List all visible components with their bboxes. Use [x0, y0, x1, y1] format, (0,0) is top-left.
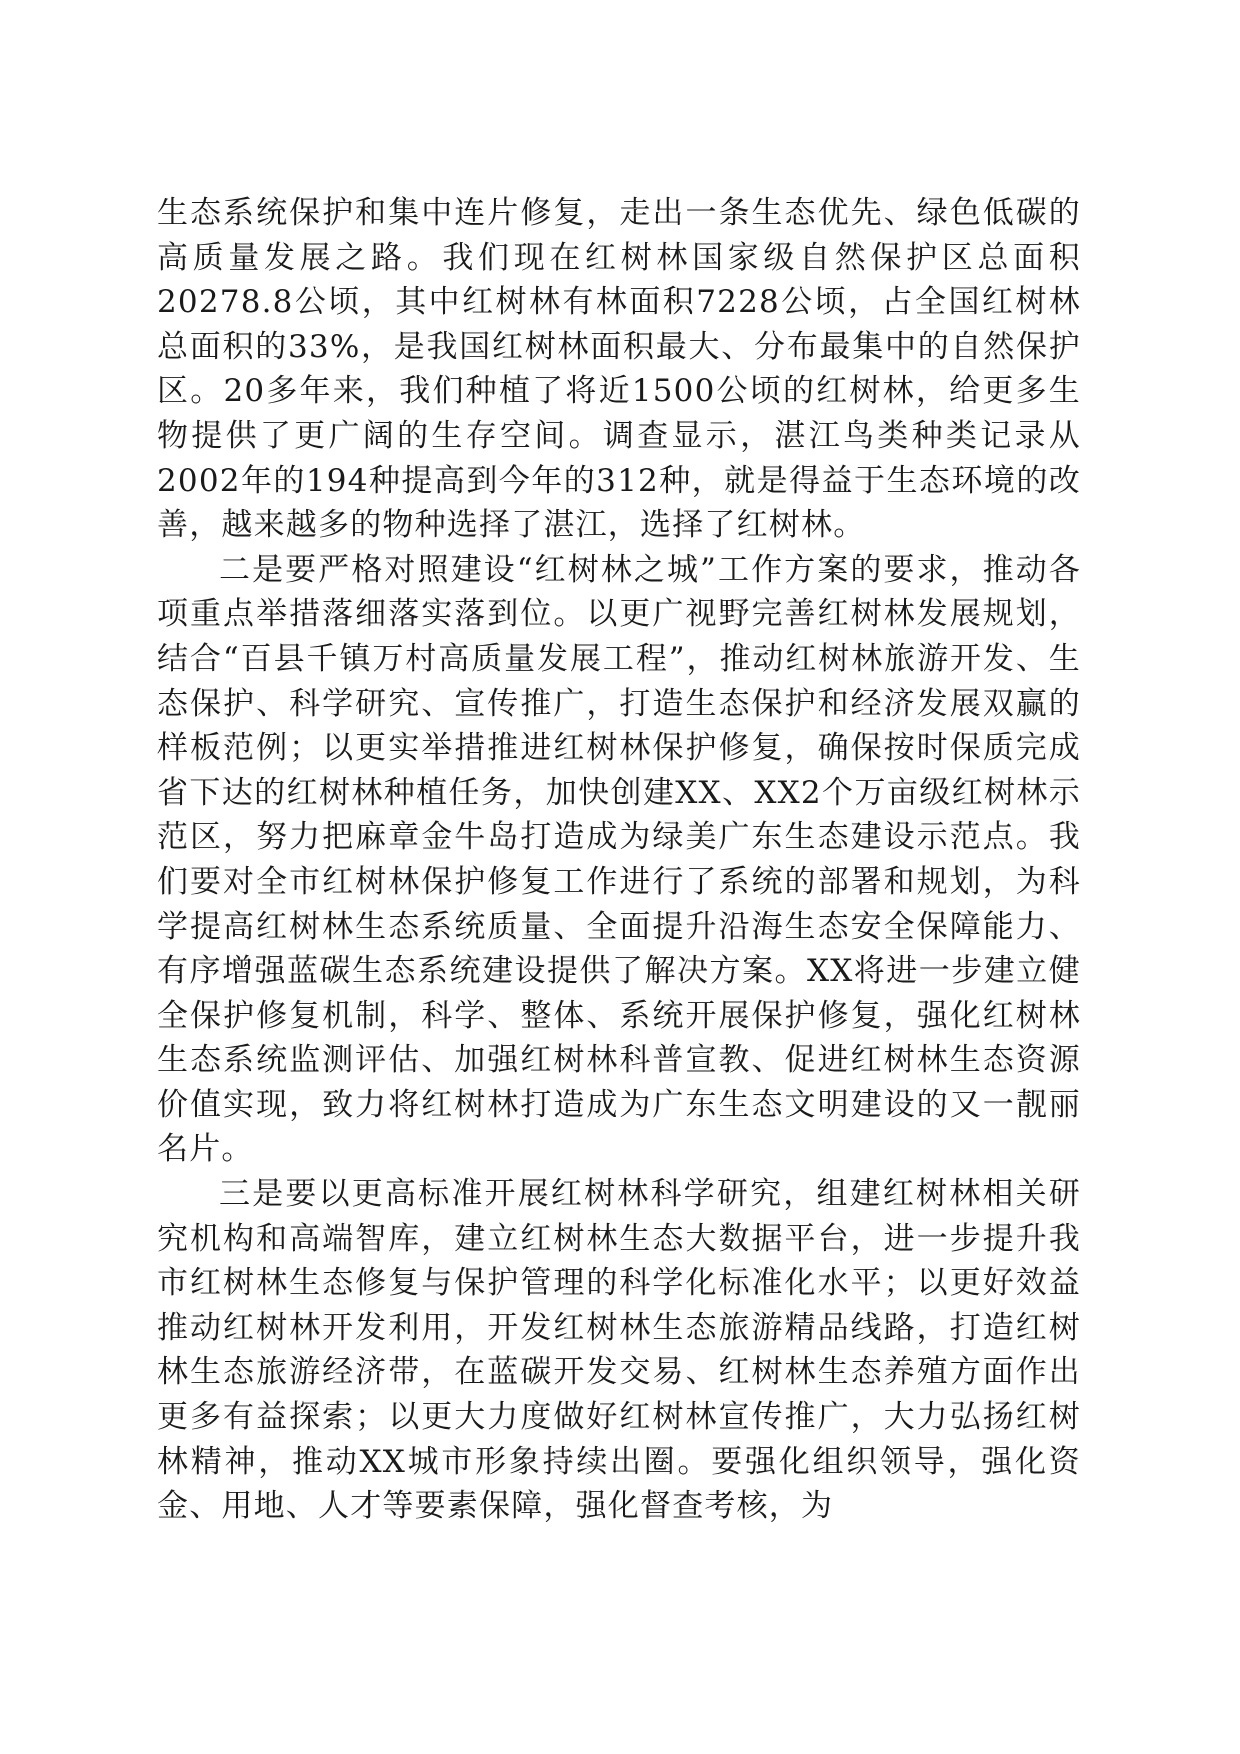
paragraph-point-two: 二是要严格对照建设“红树林之城”工作方案的要求，推动各项重点举措落细落实落到位。以更广视野完善红树林发展规划，结合“百县千镇万村高质量发展工程”，推动红树林旅游开发、生态保护、科学研究、宣传推广，打造生态保护和经济发展双赢的样板范例；以更实举措推进红树林保护修复，确保按时保质完成省下达的红树林种植任务，加快创建XX、XX2个万亩级红树林示范区，努力把麻章金牛岛打造成为绿美广东生态建设示范点。我们要对全市红树林保护修复工作进行了系统的部署和规划，为科学提高红树林生态系统质量、全面提升沿海生态安全保障能力、有序增强蓝碳生态系统建设提供了解决方案。XX将进一步建立健全保护修复机制，科学、整体、系统开展保护修复，强化红树林生态系统监测评估、加强红树林科普宣教、促进红树林生态资源价值实现，致力将红树林打造成为广东生态文明建设的又一靓丽名片。 — [157, 551, 1081, 1168]
body-text — [157, 191, 1081, 1529]
paragraph-continuation: 生态系统保护和集中连片修复，走出一条生态优先、绿色低碳的高质量发展之路。我们现在红树林国家级自然保护区总面积20278.8公顷，其中红树林有林面积7228公顷，占全国红树林总面积的33%，是我国红树林面积最大、分布最集中的自然保护区。20多年来，我们种植了将近1500公顷的红树林，给更多生物提供了更广阔的生存空间。调查显示，湛江鸟类种类记录从2002年的194种提高到今年的312种，就是得益于生态环境的改善，越来越多的物种选择了湛江，选择了红树林。 — [157, 195, 1081, 544]
paragraph-point-three: 三是要以更高标准开展红树林科学研究，组建红树林相关研究机构和高端智库，建立红树林生态大数据平台，进一步提升我市红树林生态修复与保护管理的科学化标准化水平；以更好效益推动红树林开发利用，开发红树林生态旅游精品线路，打造红树林生态旅游经济带，在蓝碳开发交易、红树林生态养殖方面作出更多有益探索；以更大力度做好红树林宣传推广，大力弘扬红树林精神，推动XX城市形象持续出圈。要强化组织领导，强化资金、用地、人才等要素保障，强化督查考核，为 — [157, 1176, 1081, 1525]
